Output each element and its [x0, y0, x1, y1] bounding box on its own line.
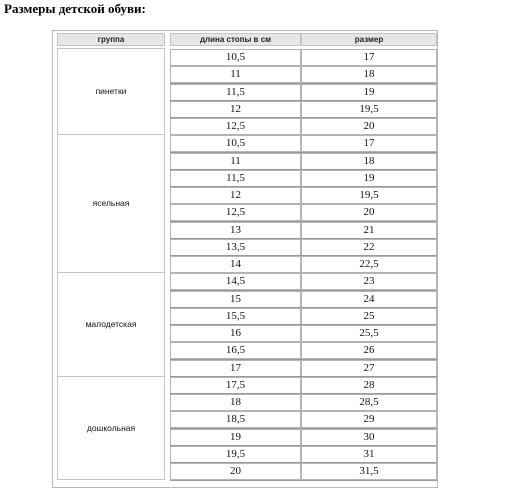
foot-length-cell: 11,5	[170, 170, 301, 187]
row-divider	[170, 480, 437, 481]
foot-length-cell: 13	[170, 222, 301, 239]
shoe-size-cell: 29	[301, 411, 437, 428]
group-label: малодетская	[85, 319, 137, 329]
shoe-size-cell: 22	[301, 239, 437, 256]
shoe-size-cell: 28,5	[301, 394, 437, 411]
shoe-size-cell: 31,5	[301, 463, 437, 480]
group-label: дошкольная	[86, 422, 136, 433]
foot-length-cell: 12	[170, 187, 301, 204]
shoe-size-cell: 17	[301, 49, 437, 66]
shoe-size-cell: 19,5	[301, 187, 437, 204]
foot-length-cell: 17	[170, 360, 301, 377]
shoe-size-cell: 28	[301, 377, 437, 394]
foot-length-cell: 15,5	[170, 308, 301, 325]
foot-length-cell: 19,5	[170, 446, 301, 463]
shoe-size-cell: 26	[301, 342, 437, 359]
foot-length-cell: 11	[170, 153, 301, 170]
shoe-size-cell: 17	[301, 135, 437, 152]
shoe-size-cell: 24	[301, 291, 437, 308]
header-group: группа	[57, 33, 165, 46]
shoe-size-cell: 18	[301, 153, 437, 170]
shoe-size-cell: 25,5	[301, 325, 437, 342]
shoe-size-cell: 21	[301, 222, 437, 239]
foot-length-cell: 18	[170, 394, 301, 411]
shoe-size-cell: 20	[301, 204, 437, 221]
foot-length-cell: 20	[170, 463, 301, 480]
group-label: пинетки	[95, 86, 127, 97]
shoe-size-cell: 18	[301, 66, 437, 83]
foot-length-cell: 13,5	[170, 239, 301, 256]
foot-length-cell: 18,5	[170, 411, 301, 428]
page-title: Размеры детской обуви:	[4, 1, 146, 16]
foot-length-cell: 17,5	[170, 377, 301, 394]
shoe-size-cell: 22,5	[301, 256, 437, 273]
foot-length-cell: 11,5	[170, 84, 301, 101]
shoe-size-cell: 19	[301, 170, 437, 187]
shoe-size-cell: 19,5	[301, 101, 437, 118]
foot-length-cell: 12,5	[170, 204, 301, 221]
shoe-size-cell: 20	[301, 118, 437, 135]
foot-length-cell: 14	[170, 256, 301, 273]
shoe-size-cell: 30	[301, 429, 437, 446]
shoe-size-cell: 27	[301, 360, 437, 377]
header-size: размер	[301, 33, 437, 46]
shoe-size-cell: 19	[301, 84, 437, 101]
foot-length-cell: 16,5	[170, 342, 301, 359]
header-foot-length: длина стопы в см	[170, 33, 301, 46]
foot-length-cell: 12,5	[170, 118, 301, 135]
foot-length-cell: 10,5	[170, 135, 301, 152]
foot-length-cell: 12	[170, 101, 301, 118]
foot-length-cell: 14,5	[170, 273, 301, 290]
shoe-size-cell: 25	[301, 308, 437, 325]
shoe-size-cell: 31	[301, 446, 437, 463]
foot-length-cell: 10,5	[170, 49, 301, 66]
foot-length-cell: 16	[170, 325, 301, 342]
group-label: ясельная	[92, 198, 130, 209]
shoe-size-cell: 23	[301, 273, 437, 290]
foot-length-cell: 11	[170, 66, 301, 83]
foot-length-cell: 15	[170, 291, 301, 308]
foot-length-cell: 19	[170, 429, 301, 446]
